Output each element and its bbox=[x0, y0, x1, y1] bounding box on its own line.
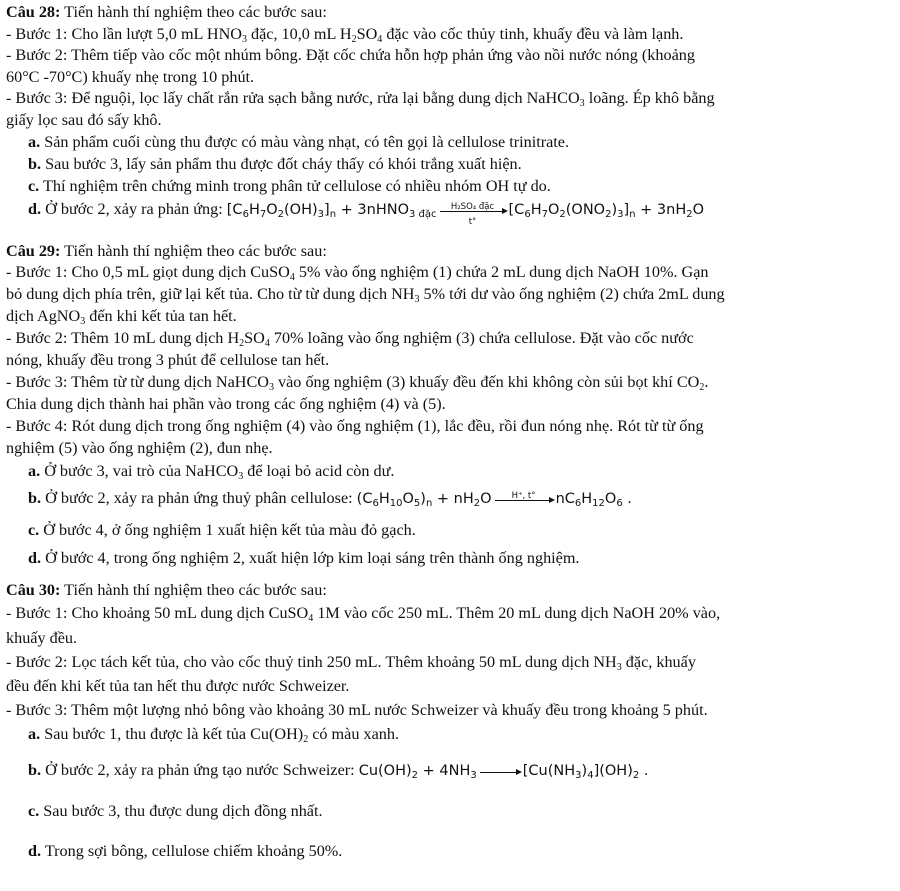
q29-step2: - Bước 2: Thêm 10 mL dung dịch $H_2SO_4$ 70% loãng vào ống nghiệm (3) chứa cellulose. Đặt vào cốc nước bbox=[6, 329, 694, 349]
q29-equation: $(C_6H_{10}O_5)_n + nH_2O$ H⁺, t° $nC_6H_{12}O_6$ . bbox=[356, 490, 632, 509]
q28-option-c: c. Thí nghiệm trên chứng minh trong phân tử cellulose có nhiều nhóm OH tự do. bbox=[28, 177, 551, 195]
reaction-arrow-icon: H⁺, t° bbox=[495, 499, 553, 500]
q30-step2-cont: đều đến khi kết tủa tan hết thu được nước Schweizer. bbox=[6, 677, 350, 695]
q29-option-c: c. Ở bước 4, ở ống nghiệm 1 xuất hiện kết tủa màu đỏ gạch. bbox=[28, 521, 416, 539]
q30-step1-cont: khuấy đều. bbox=[6, 629, 78, 647]
q28-step3: - Bước 3: Để nguội, lọc lấy chất rắn rửa sạch bằng nước, rửa lại bằng dung dịch NaHCO$_3$ loãng. Ép khô bằng bbox=[6, 89, 715, 109]
reaction-arrow-icon: H₂SO₄ đặc t° bbox=[440, 210, 506, 211]
q29-step3-cont: Chia dung dịch thành hai phần vào trong các ống nghiệm (4) và (5). bbox=[6, 395, 446, 413]
q29-option-a: a. Ở bước 3, vai trò của NaHCO$_3$ để loại bỏ acid còn dư. bbox=[28, 462, 395, 482]
q29-title: Câu 29: bbox=[6, 242, 61, 260]
q28-title: Câu 28: bbox=[6, 3, 61, 21]
q28-step1: - Bước 1: Cho lần lượt 5,0 mL $HNO_3$ đặc, 10,0 mL $H_2SO_4$ đặc vào cốc thủy tinh, khuấy đều và làm lạnh. bbox=[6, 25, 684, 45]
q30-step1: - Bước 1: Cho khoảng 50 mL dung dịch CuSO$_4$ 1M vào cốc 250 mL. Thêm 20 mL dung dịch NaOH 20% vào, bbox=[6, 604, 721, 624]
q29-step3: - Bước 3: Thêm từ từ dung dịch NaHCO$_3$ vào ống nghiệm (3) khuấy đều đến khi không còn sủi bọt khí $CO_2$. bbox=[6, 373, 709, 393]
q30-equation: $Cu(OH)_2 + 4NH_3$ $[Cu(NH_3)_4](OH)_2$ . bbox=[358, 763, 649, 781]
q29-step1-cont: bỏ dung dịch phía trên, giữ lại kết tủa. Cho từ từ dung dịch $NH_3$ 5% tới dư vào ống nghiệm (2) chứa 2mL dung bbox=[6, 285, 725, 305]
q29-heading bbox=[6, 241, 327, 261]
q30-title: Câu 30: bbox=[6, 581, 61, 599]
q30-intro: Tiến hành thí nghiệm theo các bước sau: bbox=[60, 581, 327, 599]
q29-option-b: b. Ở bước 2, xảy ra phản ứng thuỷ phân cellulose: $(C_6H_{10}O_5)_n + nH_2O$ H⁺, t° $nC_6H_{12}O_6$ . bbox=[28, 489, 632, 509]
q29-step1-cont2: dịch AgNO$_3$ đến khi kết tủa tan hết. bbox=[6, 307, 237, 327]
q28-option-a: a. Sản phẩm cuối cùng thu được có màu vàng nhạt, có tên gọi là cellulose trinitrate. bbox=[28, 133, 570, 151]
q28-equation: $[C_6H_7O_2(OH)_3]_n$ + 3nHNO$_{3 đặc}$ H₂SO₄ đặc t° $[C_6H_7O_2(ONO_2)_3]_n + 3nH_2O$ bbox=[226, 201, 705, 227]
q30-option-a: a. Sau bước 1, thu được là kết tủa $Cu(OH)_2$ có màu xanh. bbox=[28, 725, 399, 745]
q29-option-d: d. Ở bước 4, trong ống nghiệm 2, xuất hiện lớp kim loại sáng trên thành ống nghiệm. bbox=[28, 549, 580, 567]
q28-heading bbox=[6, 2, 327, 22]
q29-step1: - Bước 1: Cho 0,5 mL giọt dung dịch CuSO$_4$ 5% vào ống nghiệm (1) chứa 2 mL dung dịch NaOH 10%. Gạn bbox=[6, 263, 709, 283]
q30-option-b: b. Ở bước 2, xảy ra phản ứng tạo nước Schweizer: $Cu(OH)_2 + 4NH_3$ $[Cu(NH_3)_4](OH)_2$ . bbox=[28, 761, 649, 781]
q30-option-d: d. Trong sợi bông, cellulose chiếm khoảng 50%. bbox=[28, 842, 343, 860]
q30-step2: - Bước 2: Lọc tách kết tủa, cho vào cốc thuỷ tinh 250 mL. Thêm khoảng 50 mL dung dịch $NH_3$ đặc, khuấy bbox=[6, 653, 696, 673]
q30-step3: - Bước 3: Thêm một lượng nhỏ bông vào khoảng 30 mL nước Schweizer và khuấy đều trong khoảng 5 phút. bbox=[6, 701, 708, 719]
q30-heading bbox=[6, 580, 327, 600]
q29-step4-cont: nghiệm (5) vào ống nghiệm (2), đun nhẹ. bbox=[6, 439, 273, 457]
q29-step4: - Bước 4: Rót dung dịch trong ống nghiệm (4) vào ống nghiệm (1), lắc đều, rồi đun nóng nhẹ. Rót từ từ ống bbox=[6, 417, 704, 435]
q28-option-d: d. Ở bước 2, xảy ra phản ứng: $[C_6H_7O_2(OH)_3]_n$ + 3nHNO$_{3 đặc}$ H₂SO₄ đặc t° $[C_6H_7O_2(ONO_2)_3]_n + 3nH_2O$ bbox=[28, 200, 705, 227]
reaction-arrow-icon bbox=[480, 771, 520, 772]
q28-step2-cont: 60°C -70°C) khuấy nhẹ trong 10 phút. bbox=[6, 68, 255, 86]
q29-intro: Tiến hành thí nghiệm theo các bước sau: bbox=[60, 242, 327, 260]
q29-step2-cont: nóng, khuấy đều trong 3 phút để cellulose tan hết. bbox=[6, 351, 330, 369]
q28-step3-cont: giấy lọc sau đó sấy khô. bbox=[6, 111, 162, 129]
q28-option-b: b. Sau bước 3, lấy sản phẩm thu được đốt cháy thấy có khói trắng xuất hiện. bbox=[28, 155, 522, 173]
q28-intro: Tiến hành thí nghiệm theo các bước sau: bbox=[60, 3, 327, 21]
q30-option-c: c. Sau bước 3, thu được dung dịch đồng nhất. bbox=[28, 802, 323, 820]
q28-step2: - Bước 2: Thêm tiếp vào cốc một nhúm bông. Đặt cốc chứa hỗn hợp phản ứng vào nồi nước nóng (khoảng bbox=[6, 46, 695, 64]
